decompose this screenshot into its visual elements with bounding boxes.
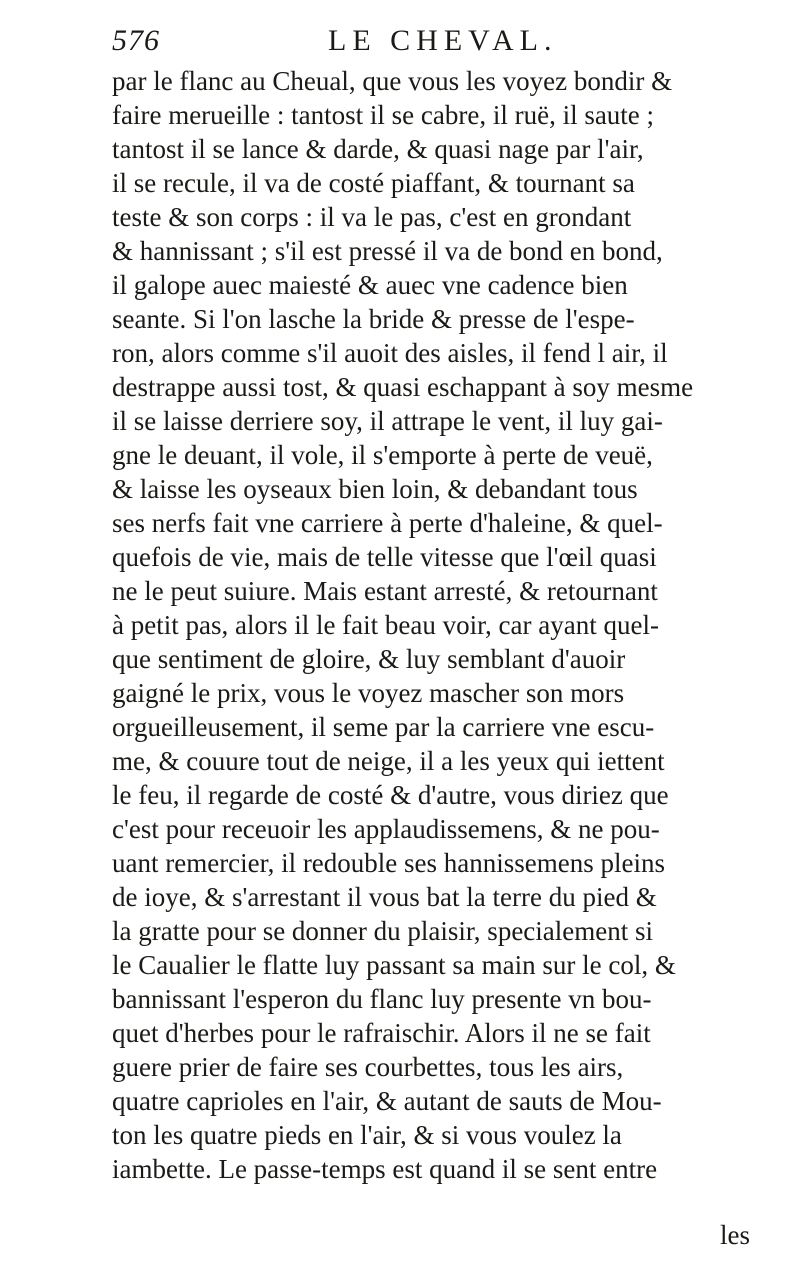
text-line: il galope auec maiesté & auec vne cadence bien [112, 270, 628, 300]
text-line: teste & son corps : il va le pas, c'est en grondant [112, 202, 632, 232]
text-line: c'est pour receuoir les applaudissemens, & ne pou- [112, 814, 660, 844]
text-line: orgueilleusement, il seme par la carriere vne escu- [112, 712, 655, 742]
text-line: ses nerfs fait vne carriere à perte d'haleine, & quel- [112, 508, 663, 538]
text-line: & hannissant ; s'il est pressé il va de bond en bond, [112, 236, 663, 266]
text-line: ne le peut suiure. Mais estant arresté, & retournant [112, 576, 658, 606]
text-line: iambette. Le passe-temps est quand il se sent entre [112, 1154, 658, 1184]
text-line: faire merueille : tantost il se cabre, il ruë, il saute ; [112, 100, 655, 130]
text-line: par le flanc au Cheual, que vous les voyez bondir & [112, 66, 673, 96]
text-line: il se recule, il va de costé piaffant, & tournant sa [112, 168, 635, 198]
body-text [112, 64, 792, 1186]
text-line: quatre caprioles en l'air, & autant de sauts de Mou- [112, 1086, 662, 1116]
text-line: le feu, il regarde de costé & d'autre, vous diriez que [112, 780, 669, 810]
text-line: bannissant l'esperon du flanc luy presente vn bou- [112, 984, 652, 1014]
text-line: & laisse les oyseaux bien loin, & debandant tous [112, 474, 638, 504]
text-line: destrappe aussi tost, & quasi eschappant à soy mesme [112, 372, 694, 402]
text-line: uant remercier, il redouble ses hannissemens pleins [112, 848, 665, 878]
text-line: gne le deuant, il vole, il s'emporte à perte de veuë, [112, 440, 653, 470]
text-line: quet d'herbes pour le rafraischir. Alors il ne se fait [112, 1018, 651, 1048]
text-line: ron, alors comme s'il auoit des aisles, il fend l air, il [112, 338, 668, 368]
text-line: me, & couure tout de neige, il a les yeux qui iettent [112, 746, 665, 776]
catchword: les [720, 1220, 750, 1250]
running-title: LE CHEVAL. [328, 24, 558, 57]
text-line: que sentiment de gloire, & luy semblant d'auoir [112, 644, 626, 674]
text-line: la gratte pour se donner du plaisir, specialement si [112, 916, 654, 946]
text-line: quefois de vie, mais de telle vitesse que l'œil quasi [112, 542, 657, 572]
text-line: ton les quatre pieds en l'air, & si vous voulez la [112, 1120, 622, 1150]
text-line: il se laisse derriere soy, il attrape le vent, il luy gai- [112, 406, 663, 436]
text-line: le Caualier le flatte luy passant sa main sur le col, & [112, 950, 676, 980]
running-head [112, 24, 672, 68]
text-line: de ioye, & s'arrestant il vous bat la terre du pied & [112, 882, 657, 912]
text-line: gaigné le prix, vous le voyez mascher son mors [112, 678, 625, 708]
text-line: guere prier de faire ses courbettes, tous les airs, [112, 1052, 624, 1082]
text-line: à petit pas, alors il le fait beau voir, car ayant quel- [112, 610, 659, 640]
text-line: seante. Si l'on lasche la bride & presse de l'espe- [112, 304, 635, 334]
text-line: tantost il se lance & darde, & quasi nage par l'air, [112, 134, 644, 164]
page-number: 576 [112, 24, 160, 57]
